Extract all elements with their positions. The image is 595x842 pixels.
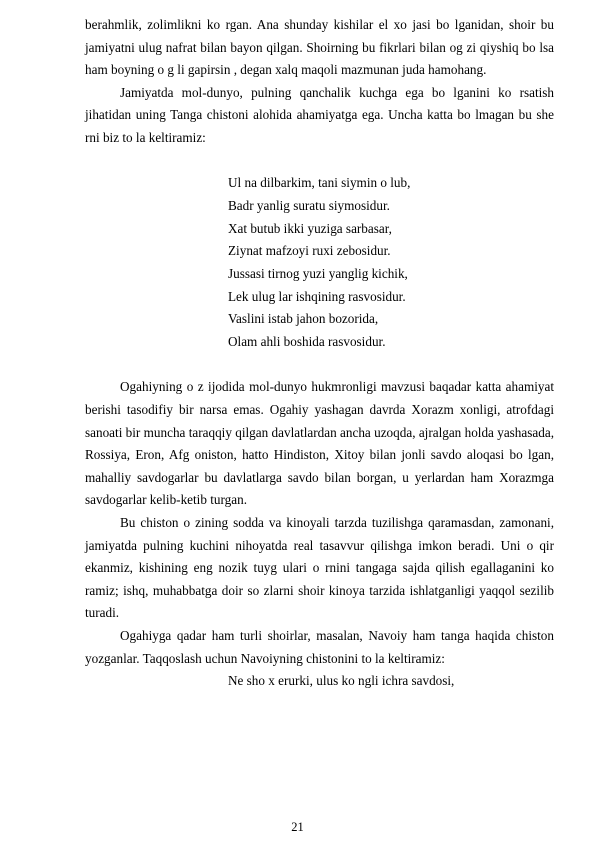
paragraph-5: Ogahiyga qadar ham turli shoirlar, masalan, Navoiy ham tanga haqida chiston yozganlar. Taqqoslash uchun Navoiyning chistonini to la keltiramiz: — [85, 627, 554, 666]
poem-line: Ne sho x erurki, ulus ko ngli ichra savdosi, — [228, 673, 455, 689]
poem-tanga — [85, 172, 554, 354]
page-number: 21 — [291, 820, 304, 834]
poem-navoiy — [85, 670, 554, 693]
poem-line: Olam ahli boshida rasvosidur. — [228, 334, 386, 350]
poem-line: Jussasi tirnog yuzi yanglig kichik, — [228, 265, 408, 281]
spacer — [85, 354, 554, 377]
paragraph-1: berahmlik, zolimlikni ko rgan. Ana shunday kishilar el xo jasi bo lganidan, shoir bu jamiyatni ulug nafrat bilan bayon qilgan. Shoirning bu fikrlari bilan og zi qiyshiq bo lsa ham boyning o g li gapirsin , degan xalq maqoli mazmunan juda hamohang. — [85, 17, 554, 78]
poem-line: Ul na dilbarkim, tani siymin o lub, — [228, 175, 411, 191]
poem-line: Xat butub ikki yuziga sarbasar, — [228, 220, 392, 236]
poem-line: Ziynat mafzoyi ruxi zebosidur. — [228, 243, 391, 259]
poem-line: Lek ulug lar ishqining rasvosidur. — [228, 288, 406, 304]
paragraph-3: Ogahiyning o z ijodida mol-dunyo hukmronligi mavzusi baqadar katta ahamiyat berishi tasodifiy bir narsa emas. Ogahiy yashagan davrda Xorazm xonligi, atrofdagi sanoati bir muncha taraqqiy qilgan davlatlardan ancha uzoqda, ajralgan holda yashasada, Rossiya, Eron, Afg oniston, hatto Hindiston, Xitoy bilan jonli savdo aloqasi bo lgan, mahalliy savdogarlar bu davlatlarga savdo bilan borgan, u yerlardan ham Xorazmga savdogarlar kelib-ketib turgan. — [85, 379, 554, 508]
page-content — [85, 14, 554, 693]
poem-line: Vaslini istab jahon bozorida, — [228, 311, 379, 327]
paragraph-2: Jamiyatda mol-dunyo, pulning qanchalik kuchga ega bo lganini ko rsatish jihatidan uning Tanga chistoni alohida ahamiyatga ega. Uncha katta bo lmagan bu she rni biz to la keltiramiz: — [85, 84, 554, 145]
spacer — [85, 150, 554, 173]
paragraph-4: Bu chiston o zining sodda va kinoyali tarzda tuzilishga qaramasdan, zamonani, jamiyatda pulning kuchini nihoyatda real tasavvur qilishga imkon beradi. Uni o qir ekanmiz, kishining eng nozik tuyg ulari o rnini tangaga sajda qilish egallaganini ko ramiz; ishq, muhabbatga doir so zlarni shoir kinoya tarzida ishlatganligi yaqqol sezilib turadi. — [85, 514, 554, 621]
poem-line: Badr yanlig suratu siymosidur. — [228, 197, 390, 213]
